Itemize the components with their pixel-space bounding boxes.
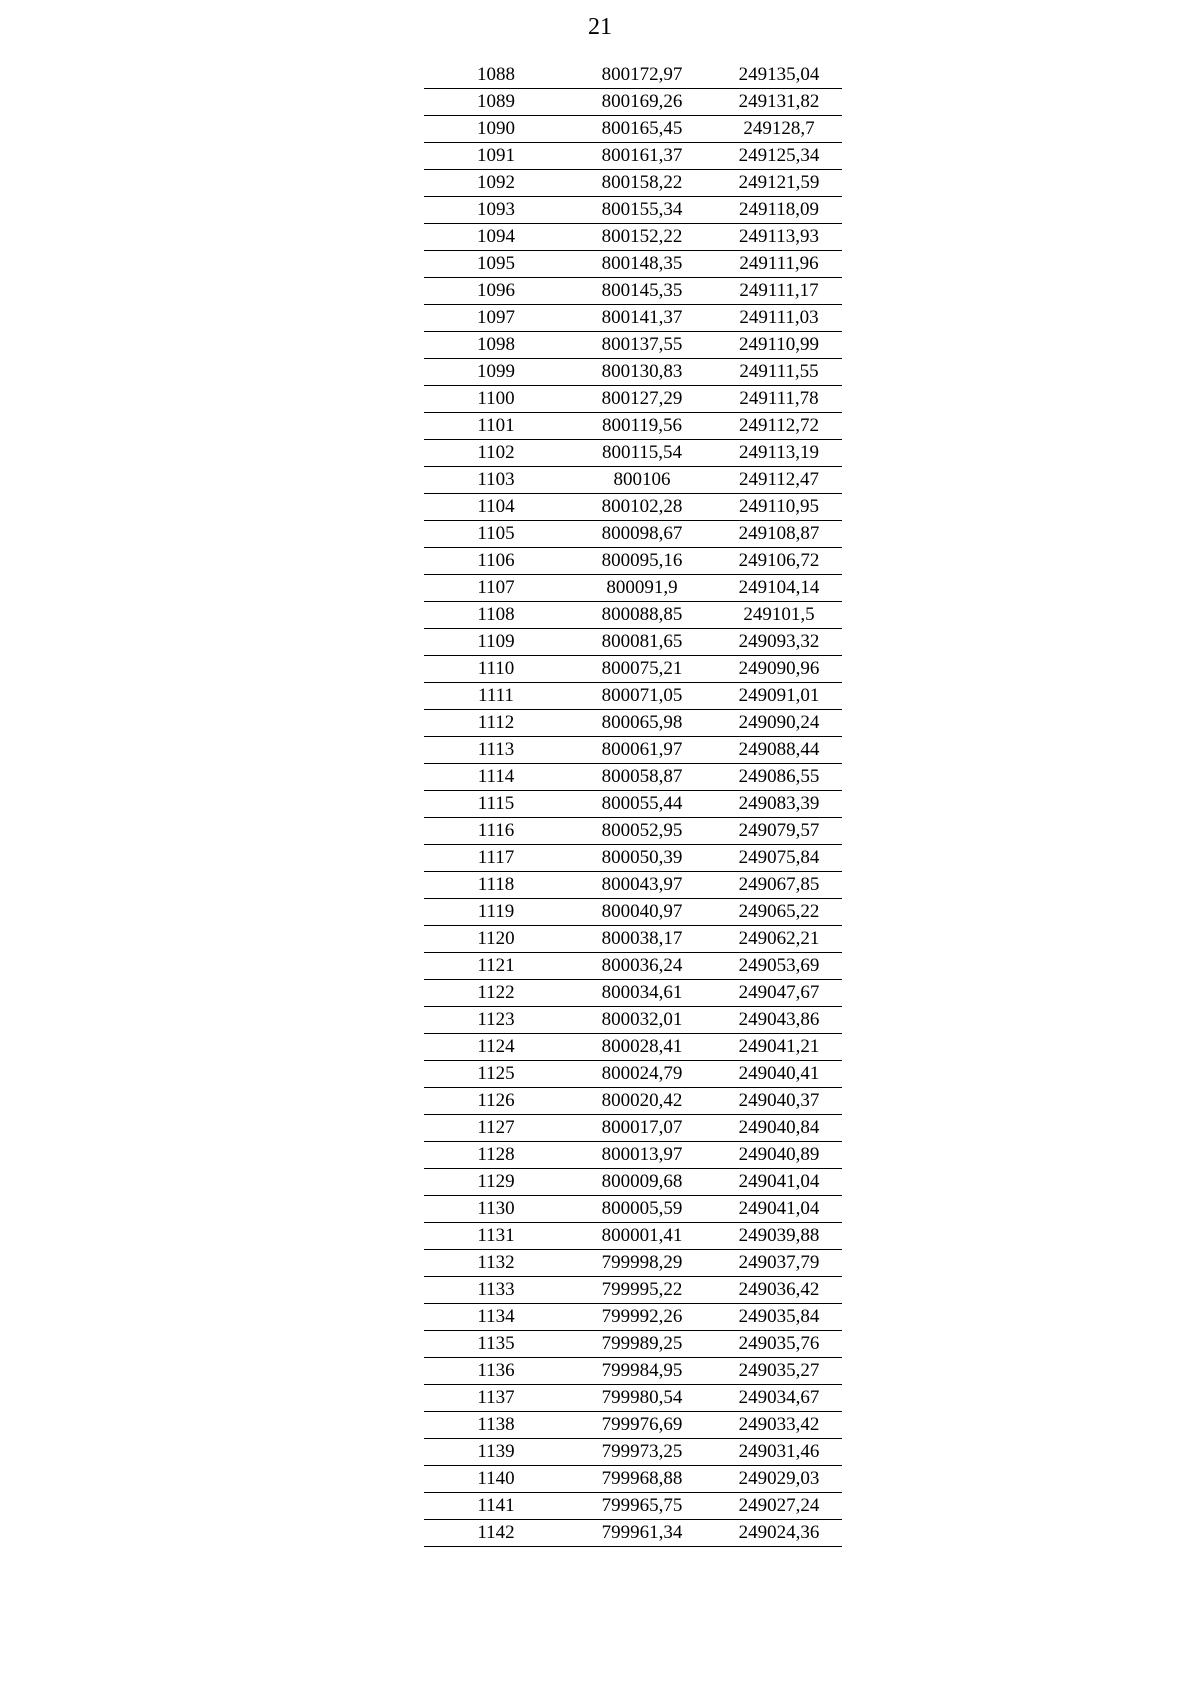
x-coordinate-cell: 800098,67 (568, 521, 716, 548)
x-coordinate-cell: 800017,07 (568, 1115, 716, 1142)
y-coordinate-cell: 249041,04 (716, 1169, 842, 1196)
x-coordinate-cell: 800013,97 (568, 1142, 716, 1169)
point-number-cell: 1139 (424, 1439, 568, 1466)
x-coordinate-cell: 800091,9 (568, 575, 716, 602)
table-row (424, 710, 842, 737)
y-coordinate-cell: 249110,95 (716, 494, 842, 521)
x-coordinate-cell: 800165,45 (568, 116, 716, 143)
x-coordinate-cell: 800148,35 (568, 251, 716, 278)
point-number-cell: 1110 (424, 656, 568, 683)
table-row (424, 440, 842, 467)
y-coordinate-cell: 249039,88 (716, 1223, 842, 1250)
point-number-cell: 1126 (424, 1088, 568, 1115)
x-coordinate-cell: 799989,25 (568, 1331, 716, 1358)
point-number-cell: 1095 (424, 251, 568, 278)
x-coordinate-cell: 799965,75 (568, 1493, 716, 1520)
table-row (424, 737, 842, 764)
point-number-cell: 1138 (424, 1412, 568, 1439)
table-row (424, 1331, 842, 1358)
point-number-cell: 1098 (424, 332, 568, 359)
x-coordinate-cell: 800081,65 (568, 629, 716, 656)
table-row (424, 683, 842, 710)
point-number-cell: 1103 (424, 467, 568, 494)
y-coordinate-cell: 249125,34 (716, 143, 842, 170)
y-coordinate-cell: 249131,82 (716, 89, 842, 116)
table-row (424, 278, 842, 305)
table-row (424, 1385, 842, 1412)
x-coordinate-cell: 800028,41 (568, 1034, 716, 1061)
table-row (424, 1466, 842, 1493)
x-coordinate-cell: 800061,97 (568, 737, 716, 764)
y-coordinate-cell: 249041,04 (716, 1196, 842, 1223)
table-row (424, 1034, 842, 1061)
x-coordinate-cell: 800075,21 (568, 656, 716, 683)
point-number-cell: 1101 (424, 413, 568, 440)
point-number-cell: 1112 (424, 710, 568, 737)
table-row (424, 116, 842, 143)
point-number-cell: 1121 (424, 953, 568, 980)
table-row (424, 656, 842, 683)
table-row (424, 386, 842, 413)
x-coordinate-cell: 800095,16 (568, 548, 716, 575)
y-coordinate-cell: 249035,27 (716, 1358, 842, 1385)
table-row (424, 872, 842, 899)
y-coordinate-cell: 249037,79 (716, 1250, 842, 1277)
table-row (424, 926, 842, 953)
x-coordinate-cell: 800065,98 (568, 710, 716, 737)
point-number-cell: 1111 (424, 683, 568, 710)
table-row (424, 467, 842, 494)
x-coordinate-cell: 800050,39 (568, 845, 716, 872)
point-number-cell: 1124 (424, 1034, 568, 1061)
point-number-cell: 1116 (424, 818, 568, 845)
y-coordinate-cell: 249024,36 (716, 1520, 842, 1547)
table-row (424, 818, 842, 845)
point-number-cell: 1122 (424, 980, 568, 1007)
point-number-cell: 1118 (424, 872, 568, 899)
y-coordinate-cell: 249113,93 (716, 224, 842, 251)
y-coordinate-cell: 249112,72 (716, 413, 842, 440)
table-row (424, 575, 842, 602)
x-coordinate-cell: 800040,97 (568, 899, 716, 926)
table-row (424, 953, 842, 980)
y-coordinate-cell: 249083,39 (716, 791, 842, 818)
y-coordinate-cell: 249090,96 (716, 656, 842, 683)
y-coordinate-cell: 249090,24 (716, 710, 842, 737)
point-number-cell: 1131 (424, 1223, 568, 1250)
table-row (424, 170, 842, 197)
table-row (424, 1412, 842, 1439)
x-coordinate-cell: 800034,61 (568, 980, 716, 1007)
table-row (424, 89, 842, 116)
table-row (424, 1196, 842, 1223)
x-coordinate-cell: 800119,56 (568, 413, 716, 440)
table-row (424, 1169, 842, 1196)
x-coordinate-cell: 799984,95 (568, 1358, 716, 1385)
y-coordinate-cell: 249118,09 (716, 197, 842, 224)
x-coordinate-cell: 800169,26 (568, 89, 716, 116)
y-coordinate-cell: 249040,89 (716, 1142, 842, 1169)
x-coordinate-cell: 800020,42 (568, 1088, 716, 1115)
point-number-cell: 1114 (424, 764, 568, 791)
y-coordinate-cell: 249040,41 (716, 1061, 842, 1088)
table-row (424, 1142, 842, 1169)
y-coordinate-cell: 249062,21 (716, 926, 842, 953)
table-row (424, 845, 842, 872)
point-number-cell: 1120 (424, 926, 568, 953)
x-coordinate-cell: 800158,22 (568, 170, 716, 197)
point-number-cell: 1130 (424, 1196, 568, 1223)
y-coordinate-cell: 249047,67 (716, 980, 842, 1007)
table-row (424, 899, 842, 926)
point-number-cell: 1133 (424, 1277, 568, 1304)
table-row (424, 764, 842, 791)
y-coordinate-cell: 249101,5 (716, 602, 842, 629)
x-coordinate-cell: 800130,83 (568, 359, 716, 386)
point-number-cell: 1137 (424, 1385, 568, 1412)
point-number-cell: 1123 (424, 1007, 568, 1034)
x-coordinate-cell: 799980,54 (568, 1385, 716, 1412)
point-number-cell: 1090 (424, 116, 568, 143)
table-row (424, 1277, 842, 1304)
point-number-cell: 1129 (424, 1169, 568, 1196)
y-coordinate-cell: 249113,19 (716, 440, 842, 467)
table-row (424, 62, 842, 89)
table-row (424, 1250, 842, 1277)
y-coordinate-cell: 249088,44 (716, 737, 842, 764)
point-number-cell: 1119 (424, 899, 568, 926)
x-coordinate-cell: 799968,88 (568, 1466, 716, 1493)
x-coordinate-cell: 800145,35 (568, 278, 716, 305)
y-coordinate-cell: 249035,84 (716, 1304, 842, 1331)
y-coordinate-cell: 249043,86 (716, 1007, 842, 1034)
page-number: 21 (588, 14, 612, 40)
table-row (424, 1088, 842, 1115)
x-coordinate-cell: 800155,34 (568, 197, 716, 224)
point-number-cell: 1134 (424, 1304, 568, 1331)
point-number-cell: 1107 (424, 575, 568, 602)
x-coordinate-cell: 799973,25 (568, 1439, 716, 1466)
table-row (424, 1439, 842, 1466)
table-row (424, 1358, 842, 1385)
point-number-cell: 1140 (424, 1466, 568, 1493)
x-coordinate-cell: 800009,68 (568, 1169, 716, 1196)
table-row (424, 1520, 842, 1547)
x-coordinate-cell: 800052,95 (568, 818, 716, 845)
x-coordinate-cell: 800161,37 (568, 143, 716, 170)
y-coordinate-cell: 249029,03 (716, 1466, 842, 1493)
x-coordinate-cell: 800036,24 (568, 953, 716, 980)
x-coordinate-cell: 800141,37 (568, 305, 716, 332)
table-row (424, 143, 842, 170)
point-number-cell: 1106 (424, 548, 568, 575)
point-number-cell: 1094 (424, 224, 568, 251)
y-coordinate-cell: 249027,24 (716, 1493, 842, 1520)
point-number-cell: 1141 (424, 1493, 568, 1520)
x-coordinate-cell: 800137,55 (568, 332, 716, 359)
y-coordinate-cell: 249111,78 (716, 386, 842, 413)
y-coordinate-cell: 249135,04 (716, 62, 842, 89)
table-row (424, 332, 842, 359)
x-coordinate-cell: 800043,97 (568, 872, 716, 899)
x-coordinate-cell: 800102,28 (568, 494, 716, 521)
y-coordinate-cell: 249110,99 (716, 332, 842, 359)
point-number-cell: 1136 (424, 1358, 568, 1385)
x-coordinate-cell: 800001,41 (568, 1223, 716, 1250)
y-coordinate-cell: 249091,01 (716, 683, 842, 710)
y-coordinate-cell: 249079,57 (716, 818, 842, 845)
y-coordinate-cell: 249035,76 (716, 1331, 842, 1358)
table-row (424, 548, 842, 575)
point-number-cell: 1092 (424, 170, 568, 197)
x-coordinate-cell: 800071,05 (568, 683, 716, 710)
x-coordinate-cell: 799995,22 (568, 1277, 716, 1304)
x-coordinate-cell: 800038,17 (568, 926, 716, 953)
y-coordinate-cell: 249034,67 (716, 1385, 842, 1412)
x-coordinate-cell: 800088,85 (568, 602, 716, 629)
table-row (424, 359, 842, 386)
y-coordinate-cell: 249121,59 (716, 170, 842, 197)
point-number-cell: 1100 (424, 386, 568, 413)
y-coordinate-cell: 249040,37 (716, 1088, 842, 1115)
point-number-cell: 1128 (424, 1142, 568, 1169)
y-coordinate-cell: 249111,03 (716, 305, 842, 332)
x-coordinate-cell: 800055,44 (568, 791, 716, 818)
table-row (424, 1115, 842, 1142)
point-number-cell: 1142 (424, 1520, 568, 1547)
table-row (424, 197, 842, 224)
x-coordinate-cell: 800127,29 (568, 386, 716, 413)
table-row (424, 1223, 842, 1250)
point-number-cell: 1117 (424, 845, 568, 872)
x-coordinate-cell: 799992,26 (568, 1304, 716, 1331)
coordinates-table (424, 62, 842, 1547)
y-coordinate-cell: 249033,42 (716, 1412, 842, 1439)
table-row (424, 224, 842, 251)
point-number-cell: 1088 (424, 62, 568, 89)
point-number-cell: 1113 (424, 737, 568, 764)
x-coordinate-cell: 800106 (568, 467, 716, 494)
table-row (424, 521, 842, 548)
table-row (424, 413, 842, 440)
y-coordinate-cell: 249041,21 (716, 1034, 842, 1061)
x-coordinate-cell: 800115,54 (568, 440, 716, 467)
point-number-cell: 1097 (424, 305, 568, 332)
x-coordinate-cell: 800005,59 (568, 1196, 716, 1223)
table-row (424, 494, 842, 521)
table-row (424, 251, 842, 278)
point-number-cell: 1102 (424, 440, 568, 467)
point-number-cell: 1105 (424, 521, 568, 548)
table-row (424, 1493, 842, 1520)
point-number-cell: 1135 (424, 1331, 568, 1358)
y-coordinate-cell: 249106,72 (716, 548, 842, 575)
table-row (424, 791, 842, 818)
y-coordinate-cell: 249128,7 (716, 116, 842, 143)
point-number-cell: 1093 (424, 197, 568, 224)
point-number-cell: 1115 (424, 791, 568, 818)
x-coordinate-cell: 800032,01 (568, 1007, 716, 1034)
table-row (424, 1061, 842, 1088)
point-number-cell: 1109 (424, 629, 568, 656)
y-coordinate-cell: 249111,96 (716, 251, 842, 278)
table-row (424, 1304, 842, 1331)
x-coordinate-cell: 799998,29 (568, 1250, 716, 1277)
y-coordinate-cell: 249065,22 (716, 899, 842, 926)
table-row (424, 1007, 842, 1034)
y-coordinate-cell: 249053,69 (716, 953, 842, 980)
y-coordinate-cell: 249108,87 (716, 521, 842, 548)
y-coordinate-cell: 249093,32 (716, 629, 842, 656)
point-number-cell: 1132 (424, 1250, 568, 1277)
x-coordinate-cell: 799976,69 (568, 1412, 716, 1439)
table-row (424, 629, 842, 656)
y-coordinate-cell: 249086,55 (716, 764, 842, 791)
y-coordinate-cell: 249036,42 (716, 1277, 842, 1304)
point-number-cell: 1091 (424, 143, 568, 170)
y-coordinate-cell: 249040,84 (716, 1115, 842, 1142)
x-coordinate-cell: 800024,79 (568, 1061, 716, 1088)
point-number-cell: 1125 (424, 1061, 568, 1088)
table-row (424, 305, 842, 332)
y-coordinate-cell: 249067,85 (716, 872, 842, 899)
x-coordinate-cell: 800172,97 (568, 62, 716, 89)
point-number-cell: 1104 (424, 494, 568, 521)
y-coordinate-cell: 249111,55 (716, 359, 842, 386)
y-coordinate-cell: 249104,14 (716, 575, 842, 602)
y-coordinate-cell: 249075,84 (716, 845, 842, 872)
point-number-cell: 1127 (424, 1115, 568, 1142)
table-row (424, 980, 842, 1007)
y-coordinate-cell: 249111,17 (716, 278, 842, 305)
coordinates-table-body (424, 62, 842, 1547)
x-coordinate-cell: 800152,22 (568, 224, 716, 251)
point-number-cell: 1096 (424, 278, 568, 305)
y-coordinate-cell: 249112,47 (716, 467, 842, 494)
x-coordinate-cell: 799961,34 (568, 1520, 716, 1547)
point-number-cell: 1108 (424, 602, 568, 629)
point-number-cell: 1099 (424, 359, 568, 386)
y-coordinate-cell: 249031,46 (716, 1439, 842, 1466)
table-row (424, 602, 842, 629)
point-number-cell: 1089 (424, 89, 568, 116)
x-coordinate-cell: 800058,87 (568, 764, 716, 791)
